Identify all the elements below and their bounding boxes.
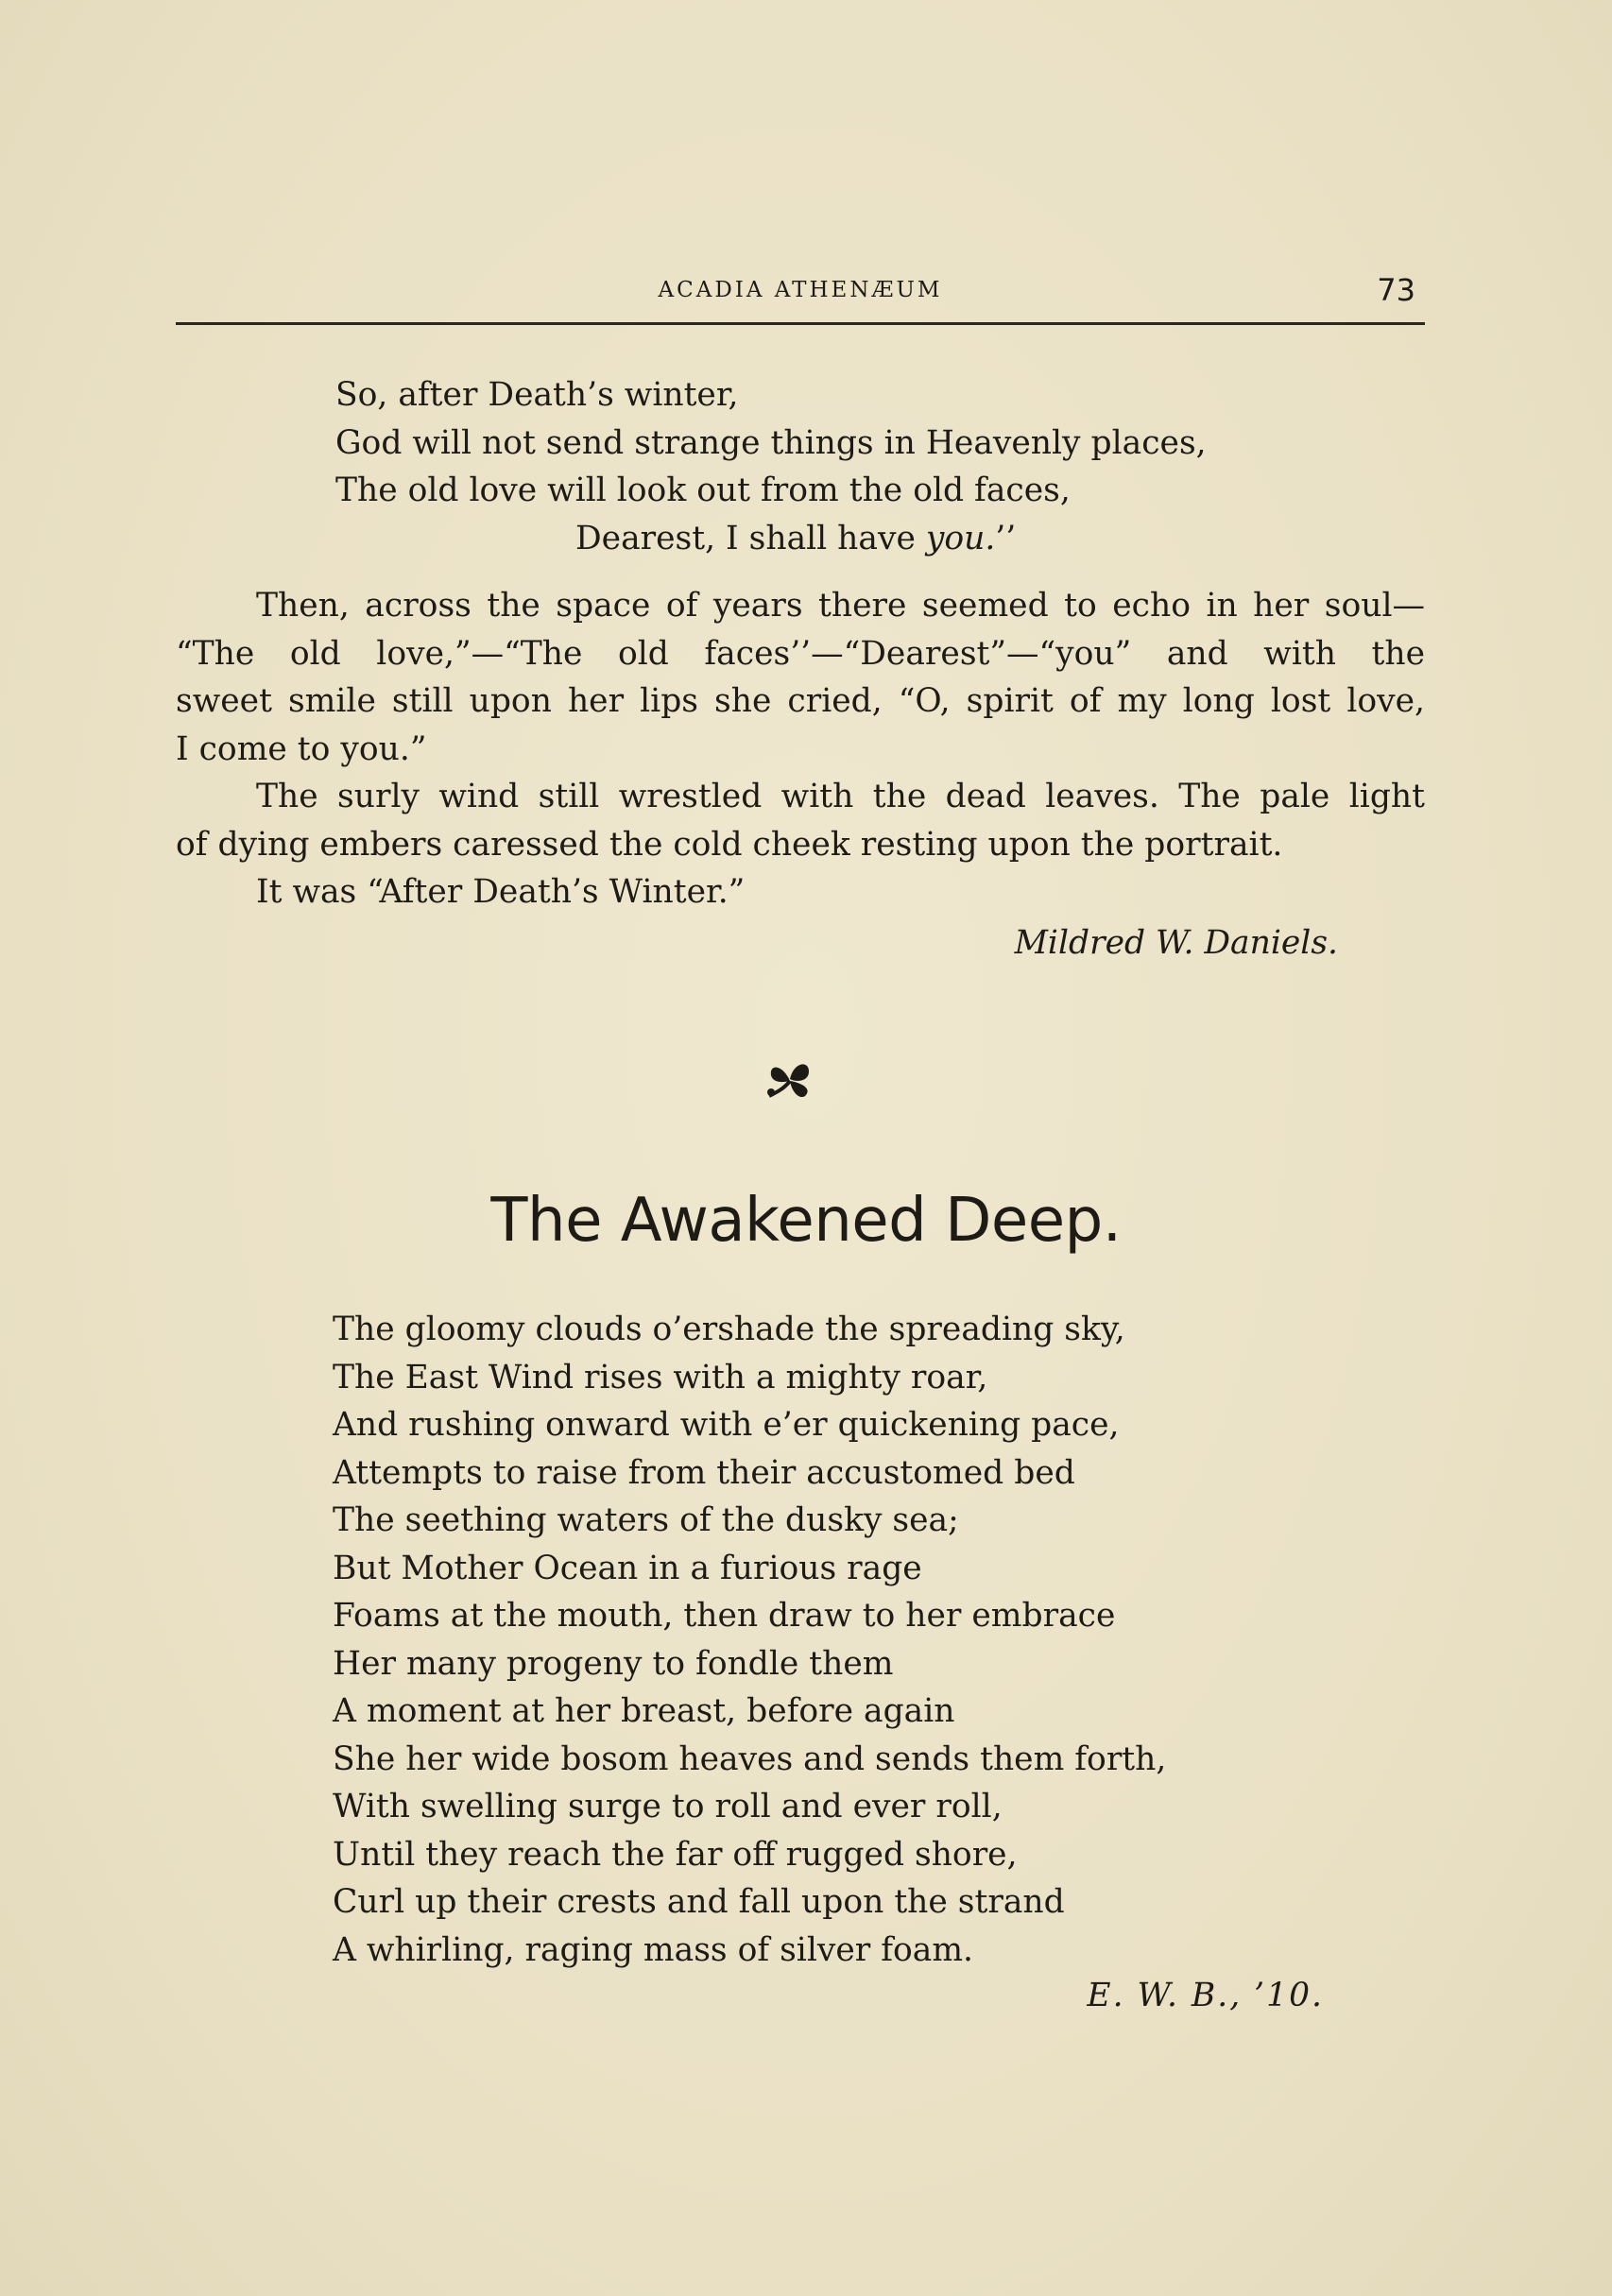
verse-final-emphasis: you.	[925, 519, 996, 557]
poem-line: Attempts to raise from their accustomed bed	[333, 1453, 1075, 1492]
poem-line: Foams at the mouth, then draw to her embrace	[333, 1597, 1116, 1635]
prose-block	[176, 582, 1425, 917]
page-number: 73	[1377, 272, 1415, 308]
poem-body	[333, 1306, 1166, 1974]
prose-line: It was “After Death’s Winter.”	[256, 873, 746, 911]
poem-line: She her wide bosom heaves and sends them forth,	[333, 1739, 1167, 1778]
leaf-ornament-icon	[762, 1054, 818, 1102]
prose-line: Then, across the space of years there seemed to echo in her soul—	[256, 587, 1425, 625]
poem-line: Until they reach the far off rugged shore,	[333, 1835, 1018, 1874]
poem-line: The gloomy clouds o’ershade the spreading sky,	[333, 1311, 1125, 1348]
verse-line: So, after Death’s winter,	[335, 376, 739, 414]
poem-line: A moment at her breast, before again	[333, 1692, 955, 1730]
page-header	[176, 272, 1425, 314]
poem-line: The seething waters of the dusky sea;	[333, 1501, 959, 1539]
signature-ewb: E. W. B., ’10.	[1087, 1977, 1324, 2014]
verse-line: The old love will look out from the old faces,	[335, 471, 1071, 509]
poem-line: Her many progeny to fondle them	[333, 1644, 894, 1683]
prose-line: “The old love,”—“The old faces’’—“Dearest”—“you” and with the	[176, 634, 1425, 673]
poem-line: A whirling, raging mass of silver foam.	[333, 1930, 974, 1969]
poem-line: Curl up their crests and fall upon the strand	[333, 1883, 1065, 1921]
poem-line: With swelling surge to roll and ever roll,	[333, 1788, 1003, 1825]
verse-intro	[335, 371, 1207, 562]
poem-title: The Awakened Deep.	[490, 1186, 1122, 1256]
verse-final-suffix: ’’	[995, 519, 1017, 557]
header-rule	[176, 322, 1425, 325]
prose-line: I come to you.”	[176, 729, 427, 768]
verse-line-final	[335, 515, 1207, 563]
prose-line: of dying embers caressed the cold cheek resting upon the portrait.	[176, 825, 1283, 864]
poem-line: But Mother Ocean in a furious rage	[333, 1549, 922, 1587]
verse-final-prefix: Dearest, I shall have	[575, 519, 926, 557]
signature-mildred: Mildred W. Daniels.	[1014, 924, 1338, 962]
poem-line: And rushing onward with e’er quickening pace,	[333, 1406, 1120, 1444]
prose-line: sweet smile still upon her lips she cried, “O, spirit of my long lost love,	[176, 682, 1425, 720]
verse-line: God will not send strange things in Heavenly places,	[335, 423, 1207, 462]
prose-line: The surly wind still wrestled with the dead leaves. The pale light	[256, 778, 1425, 815]
running-head: ACADIA ATHENÆUM	[658, 278, 943, 302]
poem-line: The East Wind rises with a mighty roar,	[333, 1358, 988, 1396]
